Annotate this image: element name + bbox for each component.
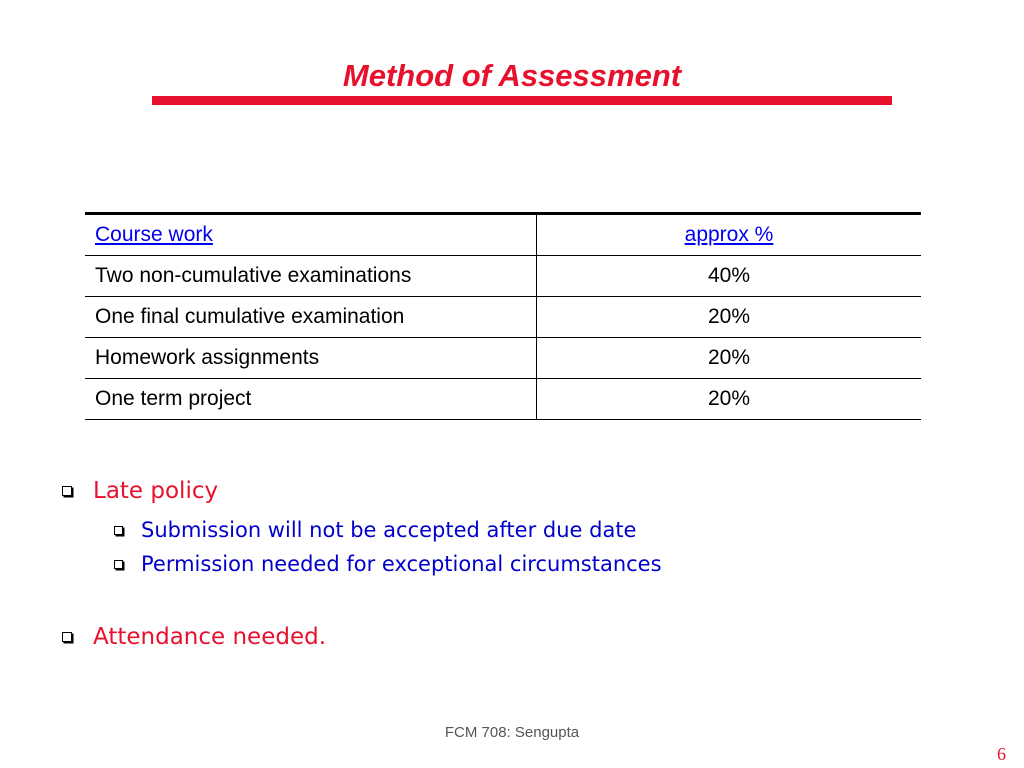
assessment-table-container xyxy=(85,212,921,420)
approx-percent-link[interactable]: approx % xyxy=(684,223,774,246)
header-cell-course-work xyxy=(85,214,537,256)
page-number: 6 xyxy=(997,744,1006,764)
sub-bullet-submission xyxy=(114,518,636,542)
bullet-attendance xyxy=(62,624,326,650)
table-row xyxy=(85,256,921,297)
hollow-square-bullet-icon xyxy=(62,632,72,642)
row-percent-cell: 20% xyxy=(537,338,922,379)
slide-footer: FCM 708: Sengupta xyxy=(444,724,580,741)
table-row xyxy=(85,338,921,379)
row-item-cell: One final cumulative examination xyxy=(85,297,537,338)
sub-bullet-text: Submission will not be accepted after due date xyxy=(141,518,637,542)
row-percent-cell: 20% xyxy=(537,297,922,338)
table-row xyxy=(85,297,921,338)
row-item-cell: Homework assignments xyxy=(85,338,537,379)
attendance-label: Attendance needed. xyxy=(93,624,327,650)
hollow-square-bullet-icon xyxy=(62,486,72,496)
hollow-square-bullet-icon xyxy=(114,526,123,535)
late-policy-label: Late policy xyxy=(93,478,219,504)
row-percent-cell: 20% xyxy=(537,379,922,420)
row-percent-cell: 40% xyxy=(537,256,922,297)
sub-bullet-permission xyxy=(114,552,662,576)
hollow-square-bullet-icon xyxy=(114,560,123,569)
row-item-cell: Two non-cumulative examinations xyxy=(85,256,537,297)
slide-title: Method of Assessment xyxy=(342,58,682,93)
header-cell-approx-percent xyxy=(537,214,922,256)
row-item-cell: One term project xyxy=(85,379,537,420)
title-underline-rule xyxy=(152,96,892,105)
assessment-table xyxy=(85,212,921,420)
course-work-link[interactable]: Course work xyxy=(95,223,213,246)
bullet-late-policy xyxy=(62,478,218,504)
table-header-row xyxy=(85,214,921,256)
sub-bullet-text: Permission needed for exceptional circumstances xyxy=(141,552,662,576)
table-row xyxy=(85,379,921,420)
